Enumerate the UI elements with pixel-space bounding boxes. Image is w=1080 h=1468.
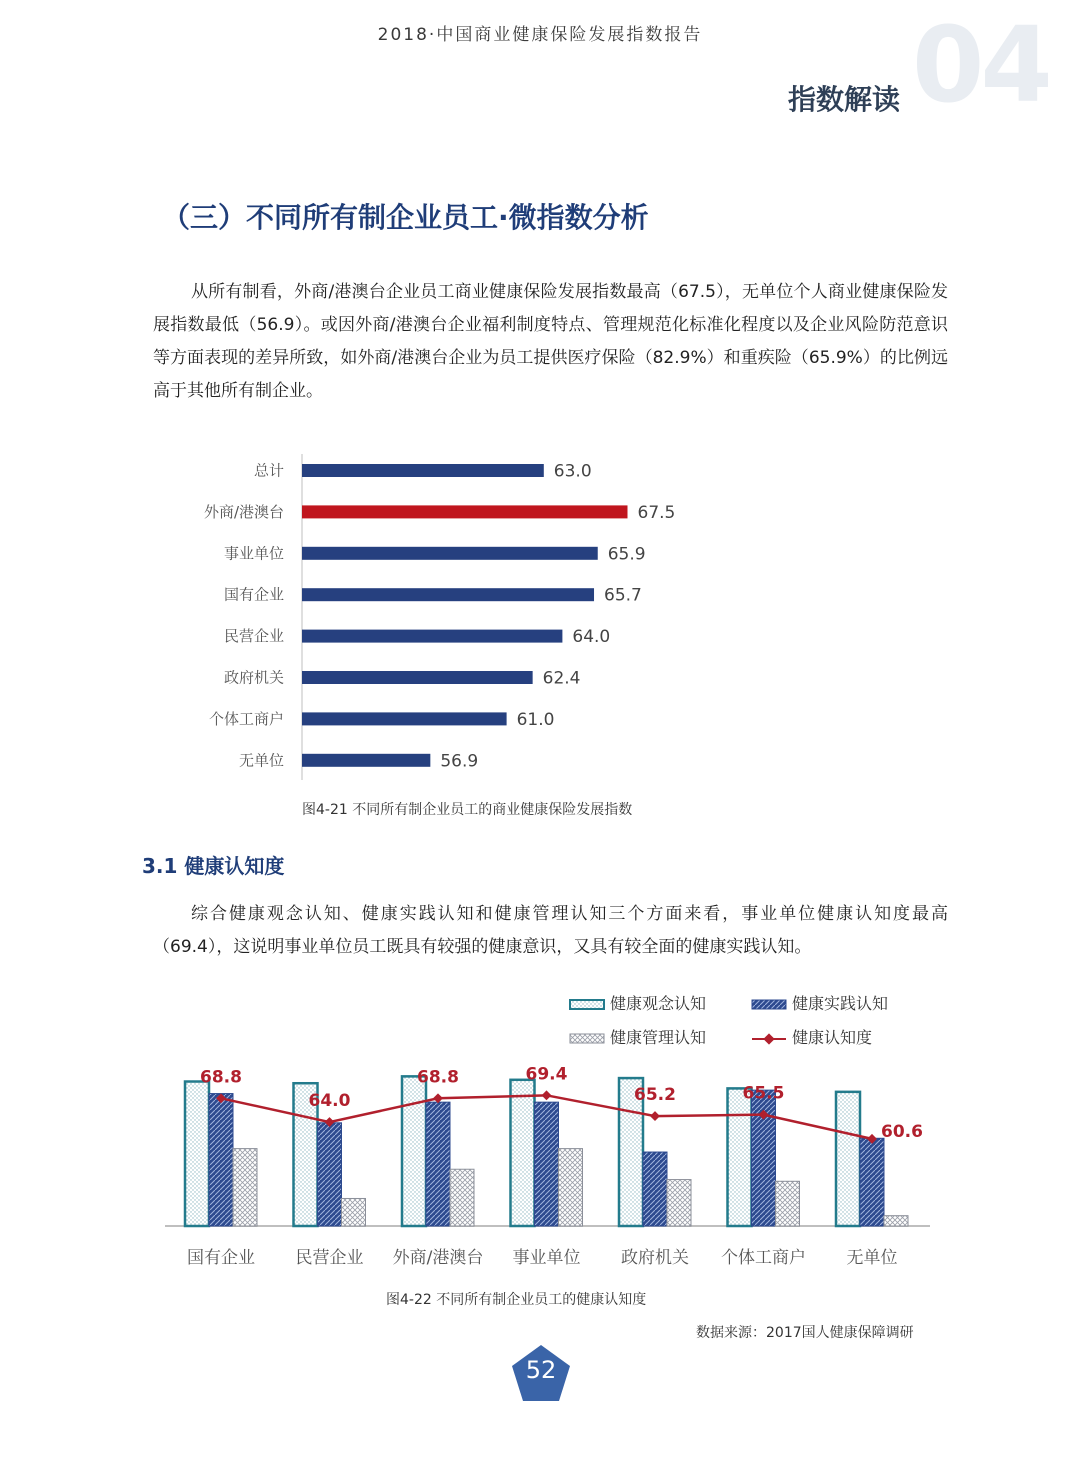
subsection-title: 3.1 健康认知度 — [142, 854, 285, 878]
bar-management — [884, 1216, 908, 1226]
category-label: 事业单位 — [512, 1248, 581, 1268]
bar — [302, 712, 507, 725]
line-data-label: 64.0 — [308, 1091, 351, 1112]
bar-management — [776, 1181, 800, 1226]
figure-4-21-caption: 图4-21 不同所有制企业员工的商业健康保险发展指数 — [302, 802, 633, 818]
section-title: （三）不同所有制企业员工·微指数分析 — [162, 201, 649, 234]
chapter-name: 指数解读 — [788, 83, 901, 116]
category-label: 国有企业 — [223, 585, 284, 604]
line-marker — [542, 1090, 552, 1100]
line-data-label: 68.8 — [200, 1067, 242, 1088]
bar-management — [559, 1149, 583, 1226]
data-label: 65.9 — [607, 544, 646, 565]
bar — [302, 754, 430, 767]
bar — [302, 588, 594, 601]
chart-legend — [570, 994, 888, 1047]
section-paragraph: 从所有制看，外商/港澳台企业员工商业健康保险发展指数最高（67.5），无单位个人商业健康保险发展指数最低（56.9）。或因外商/港澳台企业福利制度特点、管理规范化标准化程度以及企业风险防范意识等方面表现的差异所致，如外商/港澳台企业为员工提供医疗保险（82.9%）和重疾险（65.9%）的比例远高于其他所有制企业。 — [153, 282, 948, 401]
bar-concept — [728, 1088, 752, 1226]
bar-practice — [426, 1102, 450, 1226]
legend-swatch-concept — [570, 1000, 604, 1009]
data-label: 62.4 — [542, 668, 581, 689]
line-data-label: 68.8 — [417, 1067, 459, 1088]
line-data-label: 60.6 — [881, 1121, 923, 1142]
bar — [302, 505, 628, 518]
line-data-label: 65.5 — [742, 1083, 785, 1104]
legend-label-practice: 健康实践认知 — [792, 994, 889, 1013]
legend-label-management: 健康管理认知 — [610, 1028, 707, 1047]
category-label: 政府机关 — [621, 1248, 689, 1268]
bar-concept — [402, 1076, 426, 1226]
bar-practice — [860, 1138, 884, 1226]
line-data-label: 69.4 — [525, 1064, 568, 1085]
category-label: 外商/港澳台 — [392, 1248, 484, 1268]
bar-concept — [185, 1082, 209, 1226]
legend-label-concept: 健康观念认知 — [610, 994, 707, 1013]
data-label: 67.5 — [637, 502, 676, 523]
data-label: 65.7 — [604, 585, 642, 606]
line-marker — [650, 1111, 660, 1121]
category-label: 无单位 — [846, 1248, 898, 1268]
bar-management — [667, 1180, 691, 1226]
category-label: 外商/港澳台 — [203, 502, 284, 521]
data-label: 61.0 — [516, 709, 555, 730]
page-number: 52 — [525, 1356, 557, 1384]
bar — [302, 630, 562, 643]
bar-management — [233, 1149, 257, 1226]
category-label: 民营企业 — [295, 1248, 364, 1268]
bar-practice — [318, 1123, 342, 1226]
data-label: 63.0 — [553, 461, 592, 482]
bar — [302, 464, 544, 477]
bar-practice — [209, 1094, 233, 1226]
report-title: 2018·中国商业健康保险发展指数报告 — [377, 25, 703, 45]
bar-practice — [643, 1152, 667, 1226]
bar-management — [342, 1198, 366, 1226]
figure-4-22-caption: 图4-22 不同所有制企业员工的健康认知度 — [386, 1292, 647, 1308]
bar — [302, 671, 533, 684]
bar — [302, 547, 598, 560]
health-cognition-combo-chart — [0, 985, 1080, 1285]
bar-management — [450, 1169, 474, 1226]
legend-swatch-management — [570, 1034, 604, 1043]
legend-label-total: 健康认知度 — [792, 1028, 873, 1047]
ownership-index-bar-chart — [0, 450, 1080, 790]
legend-swatch-practice — [752, 1000, 786, 1009]
category-label: 无单位 — [238, 751, 284, 770]
category-label: 事业单位 — [223, 544, 284, 563]
bar-practice — [535, 1102, 559, 1226]
line-data-label: 65.2 — [634, 1085, 676, 1106]
category-label: 国有企业 — [187, 1248, 255, 1268]
subsection-paragraph: 综合健康观念认知、健康实践认知和健康管理认知三个方面来看，事业单位健康认知度最高（69.4），这说明事业单位员工既具有较强的健康意识，又具有较全面的健康实践认知。 — [153, 904, 948, 957]
category-label: 政府机关 — [223, 668, 284, 687]
data-source-note: 数据来源：2017国人健康保障调研 — [696, 1325, 914, 1341]
data-label: 64.0 — [572, 627, 611, 648]
bar-concept — [511, 1080, 535, 1226]
category-label: 民营企业 — [223, 627, 284, 646]
data-label: 56.9 — [440, 751, 479, 772]
category-label: 个体工商户 — [721, 1248, 806, 1268]
chapter-number: 04 — [912, 4, 1049, 126]
legend-marker-total — [763, 1033, 774, 1044]
category-label: 个体工商户 — [208, 709, 284, 728]
category-label: 总计 — [253, 461, 284, 480]
bar-concept — [836, 1092, 860, 1226]
